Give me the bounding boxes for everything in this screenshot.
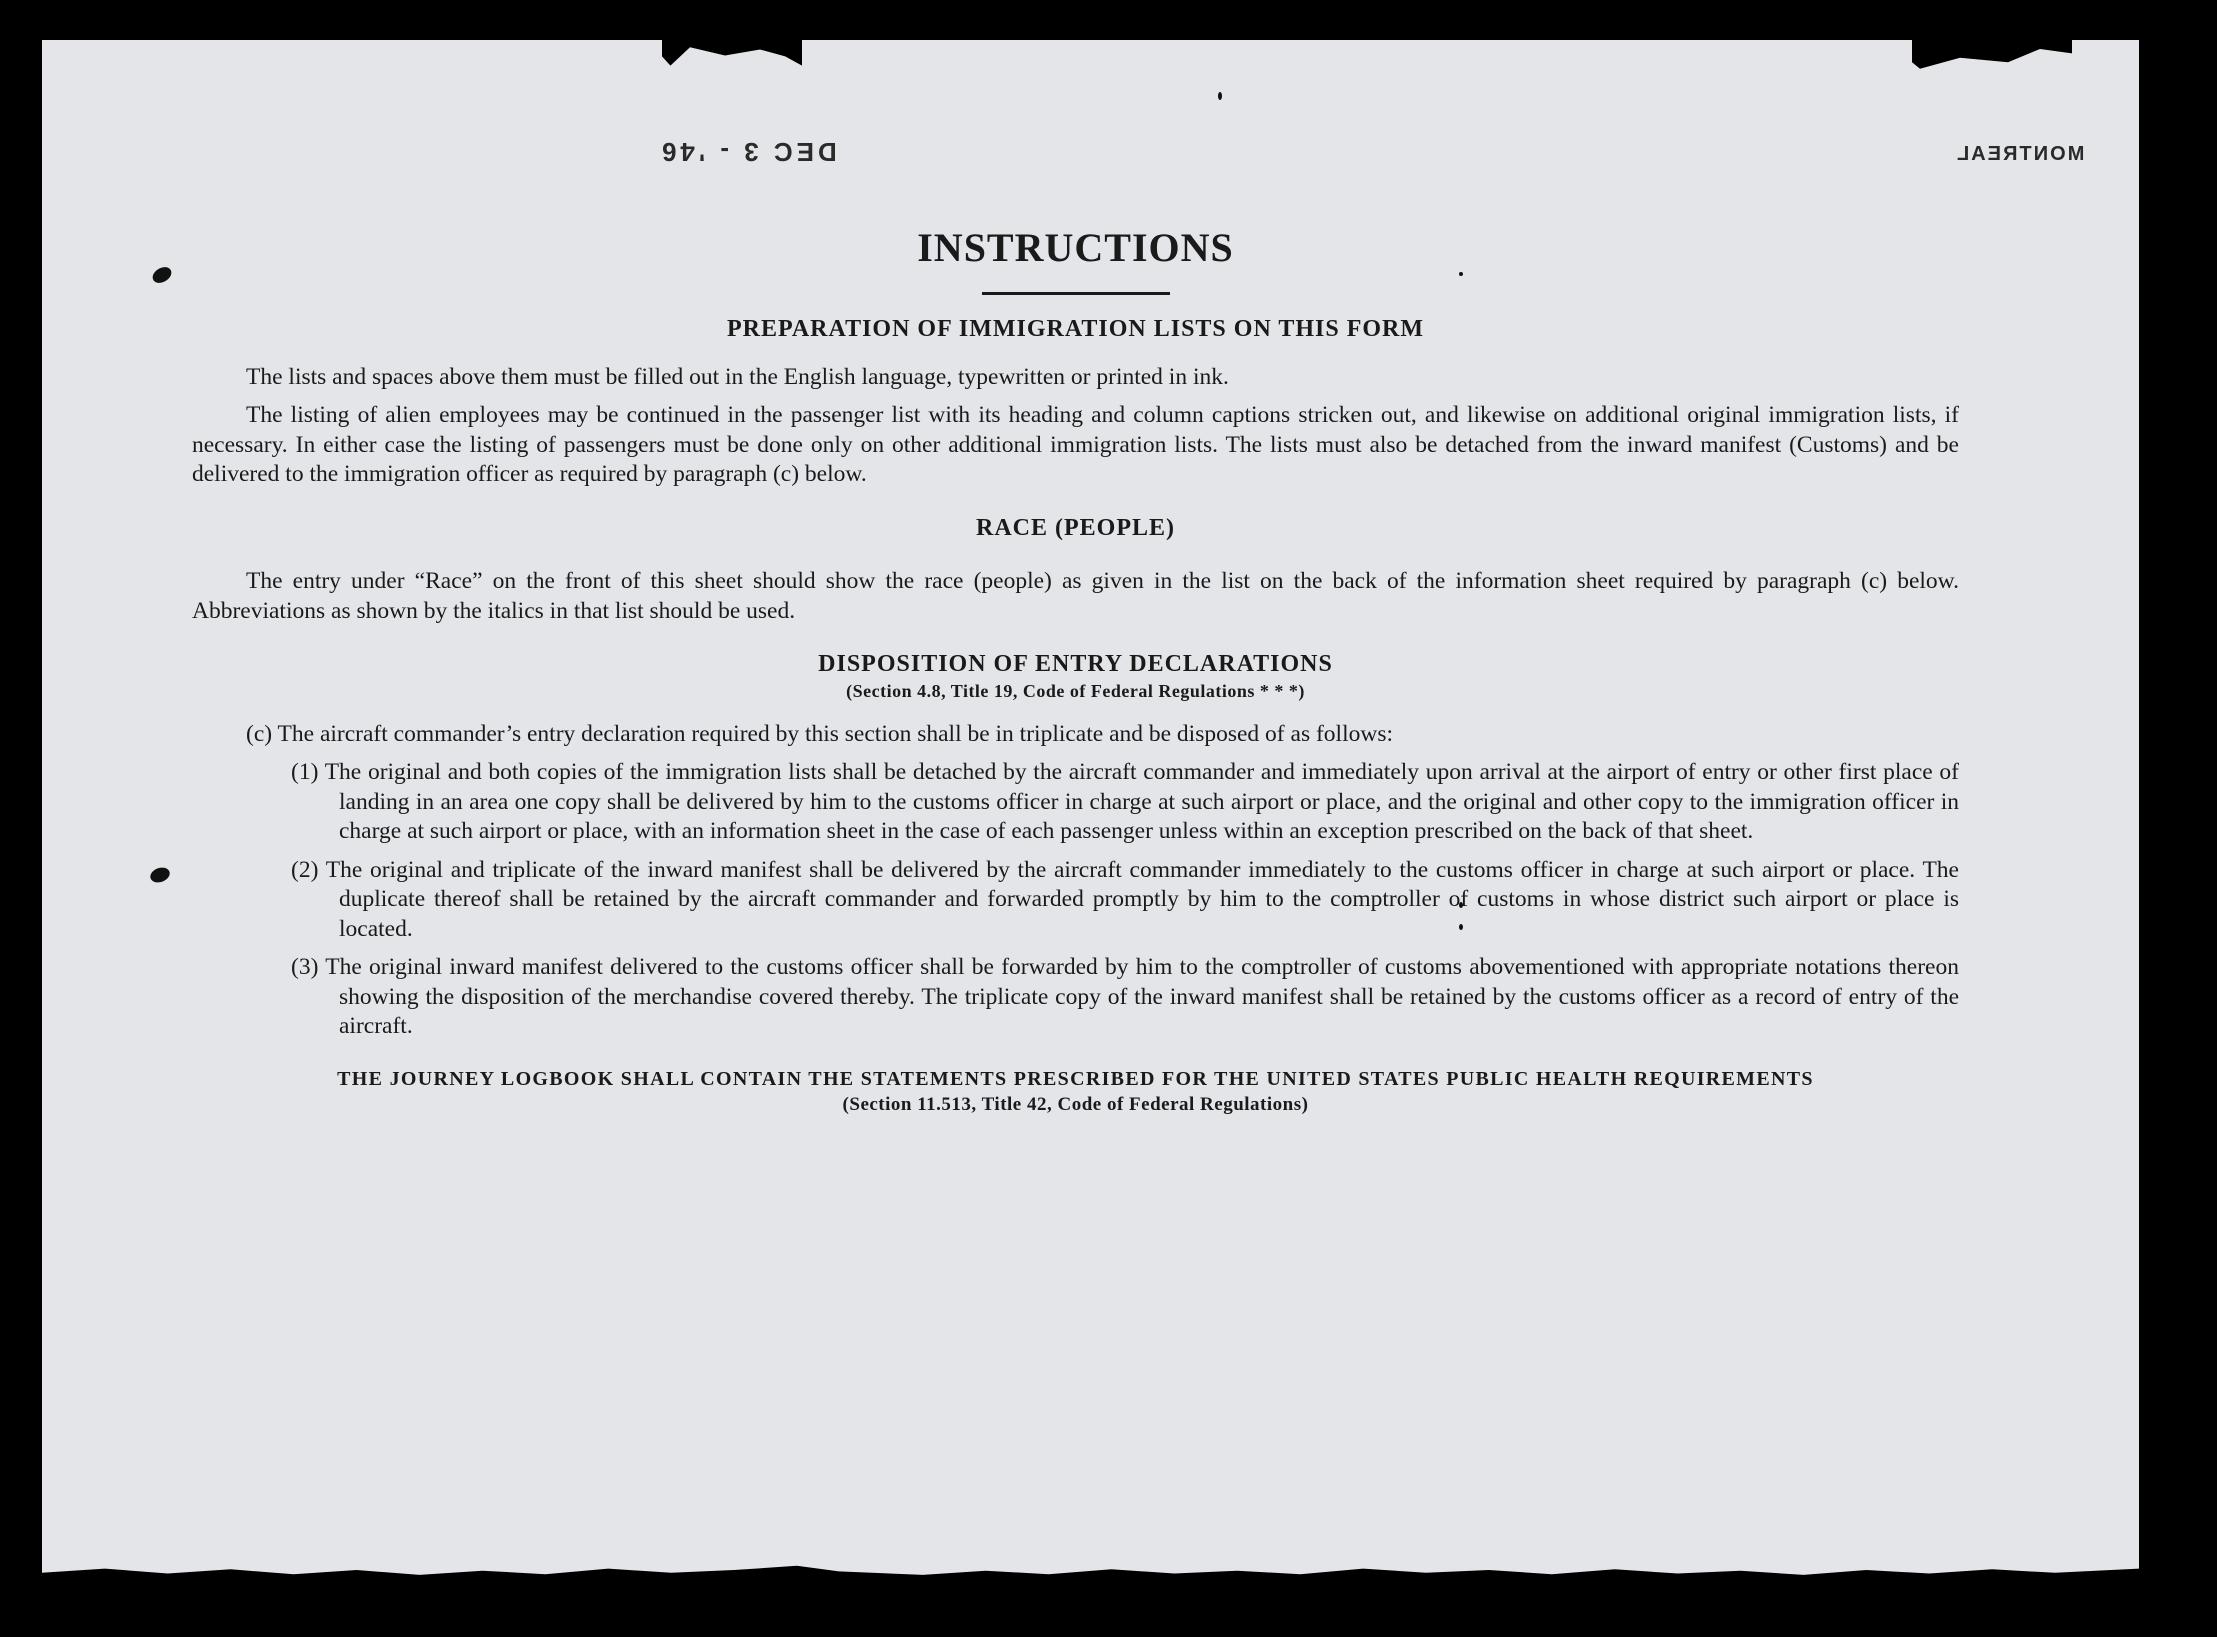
ink-speck: [1218, 92, 1222, 100]
paragraph: The entry under “Race” on the front of this sheet should show the race (people) as given in the list on the back of the information sheet required by paragraph (c) below. Abbreviations as shown by the italics in that list should be used.: [192, 568, 1959, 624]
list-item: (3) The original inward manifest delivered to the customs officer shall be forwarded by him to the comptroller of customs abovementioned with appropriate notations thereon showing the disposition of the merchandise covered thereby. The triplicate copy of the inward manifest shall be retained by the customs officer as a record of entry of the aircraft.: [291, 954, 1959, 1039]
mirrored-date-stamp: DEC 3 - '46: [658, 137, 837, 167]
torn-edge-top-right: [1912, 38, 2072, 82]
paragraph-intro: (c) The aircraft commander’s entry declaration required by this section shall be in triplicate and be disposed of as follows:: [246, 720, 1393, 747]
title-underline: [982, 292, 1170, 295]
mirrored-corner-text: MONTREAL: [1955, 143, 2085, 165]
footer-citation: (Section 11.513, Title 42, Code of Federal Regulations): [842, 1093, 1309, 1115]
list-item: (1) The original and both copies of the immigration lists shall be detached by the aircraft commander and immediately upon arrival at the airport of entry or other first place of landing in an area one copy shall be delivered by him to the customs officer in charge at such airport or place, and the original and other copy to the immigration officer in charge at such airport or place, with an information sheet in the case of each passenger unless within an exception prescribed on the back of that sheet.: [291, 759, 1959, 844]
paragraph: The lists and spaces above them must be filled out in the English language, typewritten or printed in ink.: [246, 363, 1229, 390]
section-heading-disposition: DISPOSITION OF ENTRY DECLARATIONS: [818, 651, 1333, 677]
ink-speck: [148, 865, 172, 885]
paragraph: The listing of alien employees may be continued in the passenger list with its heading and column captions stricken out, and likewise on additional original immigration lists, if necessary. In either case the listing of passengers must be done only on other additional immigration lists. The lists must also be detached from the inward manifest (Customs) and be delivered to the immigration officer as required by paragraph (c) below.: [192, 402, 1959, 487]
section-heading-race: RACE (PEOPLE): [976, 514, 1175, 541]
footer-requirement: THE JOURNEY LOGBOOK SHALL CONTAIN THE STATEMENTS PRESCRIBED FOR THE UNITED STATES PUBLIC HEALTH REQUIREMENTS: [337, 1067, 1814, 1090]
ink-speck: [150, 264, 174, 286]
section-heading-preparation: PREPARATION OF IMMIGRATION LISTS ON THIS FORM: [726, 316, 1425, 342]
instructions-content: [192, 226, 1959, 1117]
page-title: INSTRUCTIONS: [917, 225, 1234, 270]
section-citation: (Section 4.8, Title 19, Code of Federal Regulations * * *): [846, 680, 1305, 701]
torn-edge-bottom: [42, 1563, 2139, 1577]
torn-edge-top-left: [662, 38, 802, 84]
list-item: (2) The original and triplicate of the inward manifest shall be delivered by the aircraft commander immediately to the customs officer in charge at such airport or place. The duplicate thereof shall be retained by the aircraft commander and forwarded promptly by him to the comptroller of customs in whose district such airport or place is located.: [291, 856, 1959, 942]
